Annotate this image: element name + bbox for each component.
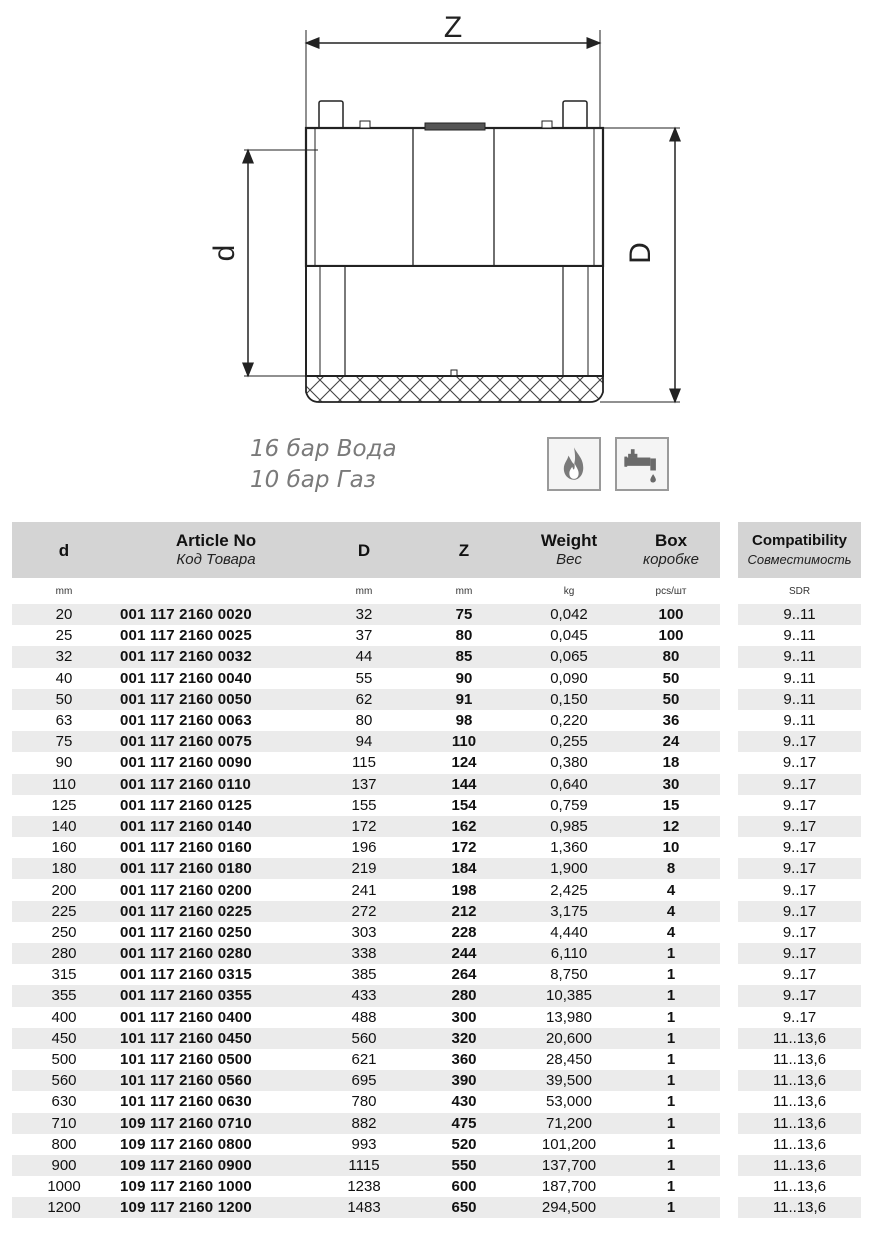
cell-article: 001 117 2160 0032: [116, 646, 316, 667]
cell-article: 001 117 2160 0225: [116, 901, 316, 922]
cell-sdr: 9..17: [782, 923, 817, 941]
flame-icon: [547, 437, 601, 491]
compat-row: [738, 1028, 861, 1049]
table-row: [12, 1176, 720, 1197]
cell-weight: 1,900: [516, 858, 622, 879]
cell-article: 001 117 2160 0125: [120, 796, 252, 814]
cell-sdr: 9..11: [738, 689, 861, 710]
cell-box: 1: [666, 1008, 676, 1026]
cell-weight: 20,600: [516, 1028, 622, 1049]
cell-D: 303: [351, 923, 377, 941]
cell-D: 172: [316, 816, 412, 837]
cell-sdr: 9..17: [738, 985, 861, 1006]
cell-weight: 71,200: [516, 1113, 622, 1134]
cell-sdr: 11..13,6: [772, 1093, 827, 1111]
cell-weight: 0,640: [516, 774, 622, 795]
header-weight: Weight Вес: [516, 522, 622, 578]
pressure-water-label: 16 бар Вода: [250, 436, 397, 462]
header-D: D: [316, 522, 412, 578]
table-row: [12, 1113, 720, 1134]
compat-row: [738, 752, 861, 773]
cell-D: 44: [316, 646, 412, 667]
cell-article: 001 117 2160 0180: [116, 858, 316, 879]
header-d: d: [12, 522, 116, 578]
cell-weight: 137,700: [516, 1155, 622, 1176]
cell-Z: 264: [451, 966, 477, 984]
unit-d: mm: [55, 585, 73, 597]
header-compat: Compatibility Совместимость: [738, 522, 861, 578]
cell-sdr: 9..17: [782, 754, 817, 772]
cell-weight: 0,065: [516, 646, 622, 667]
cell-weight: 0,090: [550, 669, 588, 687]
compat-row: [738, 922, 861, 943]
cell-Z: 144: [412, 774, 516, 795]
cell-weight: 187,700: [541, 1178, 597, 1196]
cell-weight: 0,759: [550, 796, 588, 814]
cell-D: 488: [351, 1008, 377, 1026]
cell-d: 32: [12, 646, 116, 667]
table-row: [12, 901, 720, 922]
cell-D: 621: [351, 1051, 377, 1069]
cell-Z: 90: [455, 669, 473, 687]
table-row: [12, 879, 720, 900]
table-row: [12, 837, 720, 858]
cell-D: 55: [355, 669, 373, 687]
cell-box: 1: [666, 1178, 676, 1196]
technical-drawing: [0, 0, 886, 430]
table-row: [12, 1155, 720, 1176]
cell-Z: 124: [451, 754, 477, 772]
cell-d: 63: [55, 712, 73, 730]
compat-row: [738, 816, 861, 837]
compat-row: [738, 1197, 861, 1218]
cell-box: 1: [622, 1155, 720, 1176]
cell-sdr: 9..17: [738, 858, 861, 879]
cell-box: 1: [622, 1113, 720, 1134]
cell-box: 100: [622, 604, 720, 625]
cell-D: 882: [316, 1113, 412, 1134]
cell-d: 20: [12, 604, 116, 625]
cell-D: 1115: [316, 1155, 412, 1176]
cell-D: 219: [316, 858, 412, 879]
compat-row: [738, 879, 861, 900]
cell-Z: 475: [412, 1113, 516, 1134]
cell-D: 1483: [316, 1197, 412, 1218]
compatibility-table: [738, 522, 861, 1218]
cell-article: 001 117 2160 0200: [120, 881, 252, 899]
cell-Z: 360: [451, 1051, 477, 1069]
cell-weight: 1,360: [550, 839, 588, 857]
cell-box: 30: [622, 774, 720, 795]
cell-D: 196: [351, 839, 377, 857]
cell-article: 001 117 2160 0063: [120, 712, 252, 730]
cell-D: 62: [316, 689, 412, 710]
cell-sdr: 11..13,6: [738, 1028, 861, 1049]
cell-Z: 172: [451, 839, 477, 857]
compat-row: [738, 646, 861, 667]
cell-d: 315: [51, 966, 77, 984]
table-row: [12, 604, 720, 625]
cell-box: 18: [662, 754, 680, 772]
cell-Z: 91: [412, 689, 516, 710]
cell-sdr: 9..17: [782, 1008, 817, 1026]
cell-weight: 53,000: [546, 1093, 592, 1111]
compat-row: [738, 1091, 861, 1112]
cell-weight: 0,985: [516, 816, 622, 837]
cell-article: 001 117 2160 0020: [116, 604, 316, 625]
cell-d: 75: [12, 731, 116, 752]
compat-row: [738, 985, 861, 1006]
cell-article: 101 117 2160 0450: [116, 1028, 316, 1049]
cell-article: 109 117 2160 1000: [120, 1178, 252, 1196]
table-row: [12, 816, 720, 837]
compat-row: [738, 1113, 861, 1134]
cell-weight: 0,150: [516, 689, 622, 710]
cell-weight: 2,425: [550, 881, 588, 899]
cell-box: 1: [666, 966, 676, 984]
compat-row: [738, 625, 861, 646]
table-row: [12, 943, 720, 964]
cell-Z: 75: [412, 604, 516, 625]
cell-d: 125: [51, 796, 77, 814]
cell-D: 338: [316, 943, 412, 964]
cell-Z: 80: [455, 627, 473, 645]
cell-D: 272: [316, 901, 412, 922]
cell-box: 10: [662, 839, 680, 857]
compat-row: [738, 1070, 861, 1091]
compat-row: [738, 901, 861, 922]
cell-weight: 13,980: [546, 1008, 592, 1026]
cell-box: 4: [666, 923, 676, 941]
compat-row: [738, 795, 861, 816]
cell-Z: 280: [412, 985, 516, 1006]
unit-weight: kg: [563, 585, 575, 597]
cell-box: 100: [658, 627, 684, 645]
unit-Z: mm: [455, 585, 473, 597]
table-row: [12, 1007, 720, 1028]
z-dimension-label: Z: [443, 11, 463, 44]
cell-Z: 430: [451, 1093, 477, 1111]
cell-d: 560: [12, 1070, 116, 1091]
cell-Z: 212: [412, 901, 516, 922]
cell-D: 94: [316, 731, 412, 752]
table-row: [12, 1028, 720, 1049]
cell-box: 80: [622, 646, 720, 667]
cell-d: 1000: [47, 1178, 81, 1196]
cell-d: 50: [12, 689, 116, 710]
cell-article: 001 117 2160 0400: [120, 1008, 252, 1026]
cell-sdr: 9..17: [738, 901, 861, 922]
table-row: [12, 774, 720, 795]
cell-article: 001 117 2160 0315: [120, 966, 252, 984]
unit-article: [116, 578, 316, 604]
cell-article: 001 117 2160 0025: [120, 627, 252, 645]
cell-sdr: 9..11: [783, 712, 816, 730]
d-dimension-label: d: [208, 244, 241, 262]
cell-D: 433: [316, 985, 412, 1006]
cell-Z: 85: [412, 646, 516, 667]
cell-d: 200: [51, 881, 77, 899]
compat-row: [738, 943, 861, 964]
compat-row: [738, 689, 861, 710]
cell-weight: 28,450: [546, 1051, 592, 1069]
cell-D: 80: [355, 712, 373, 730]
cell-article: 001 117 2160 0140: [116, 816, 316, 837]
cell-sdr: 9..11: [783, 627, 816, 645]
table-row: [12, 689, 720, 710]
table-row: [12, 752, 720, 773]
cell-article: 001 117 2160 0110: [116, 774, 316, 795]
cell-d: 250: [51, 923, 77, 941]
cell-D: 155: [351, 796, 377, 814]
cell-sdr: 9..11: [738, 604, 861, 625]
table-row: [12, 964, 720, 985]
cell-Z: 184: [412, 858, 516, 879]
compat-row: [738, 710, 861, 731]
table-row: [12, 1091, 720, 1112]
cell-weight: 0,045: [550, 627, 588, 645]
units-row-compat: [738, 578, 861, 604]
header-Z: Z: [412, 522, 516, 578]
compat-row: [738, 1176, 861, 1197]
unit-compat: SDR: [788, 585, 811, 597]
cell-Z: 110: [412, 731, 516, 752]
cell-article: 001 117 2160 0075: [116, 731, 316, 752]
cell-box: 15: [662, 796, 680, 814]
cell-D: 241: [351, 881, 377, 899]
cell-sdr: 9..17: [782, 966, 817, 984]
cell-box: 1: [666, 1051, 676, 1069]
table-row: [12, 1049, 720, 1070]
table-row: [12, 795, 720, 816]
table-row: [12, 731, 720, 752]
D-dimension-label: D: [624, 242, 657, 264]
cell-D: 385: [351, 966, 377, 984]
cell-box: 4: [666, 881, 676, 899]
unit-box: pcs/шт: [655, 585, 687, 597]
cell-weight: 8,750: [550, 966, 588, 984]
cell-box: 50: [622, 689, 720, 710]
table-row: [12, 668, 720, 689]
cell-d: 450: [12, 1028, 116, 1049]
cell-article: 001 117 2160 0090: [120, 754, 252, 772]
cell-weight: 0,220: [550, 712, 588, 730]
compat-row: [738, 858, 861, 879]
cell-article: 001 117 2160 0040: [120, 669, 252, 687]
units-row: [12, 578, 720, 604]
cell-weight: 39,500: [516, 1070, 622, 1091]
compat-row: [738, 1155, 861, 1176]
cell-sdr: 11..13,6: [738, 1113, 861, 1134]
cell-d: 40: [55, 669, 73, 687]
cell-article: 001 117 2160 0160: [120, 839, 252, 857]
cell-Z: 600: [451, 1178, 477, 1196]
cell-sdr: 9..17: [738, 943, 861, 964]
cell-Z: 550: [412, 1155, 516, 1176]
cell-sdr: 9..11: [783, 669, 816, 687]
unit-D: mm: [355, 585, 373, 597]
cell-article: 001 117 2160 0050: [116, 689, 316, 710]
cell-sdr: 9..17: [738, 816, 861, 837]
cell-weight: 0,380: [550, 754, 588, 772]
cell-box: 50: [662, 669, 680, 687]
cell-d: 140: [12, 816, 116, 837]
cell-box: 1: [622, 1197, 720, 1218]
cell-Z: 320: [412, 1028, 516, 1049]
cell-Z: 390: [412, 1070, 516, 1091]
compat-row: [738, 604, 861, 625]
cell-d: 280: [12, 943, 116, 964]
cell-sdr: 9..11: [738, 646, 861, 667]
cell-d: 90: [55, 754, 73, 772]
cell-weight: 0,042: [516, 604, 622, 625]
table-row: [12, 646, 720, 667]
cell-weight: 10,385: [516, 985, 622, 1006]
cell-d: 225: [12, 901, 116, 922]
cell-weight: 6,110: [516, 943, 622, 964]
cell-article: 001 117 2160 0355: [116, 985, 316, 1006]
table-row: [12, 858, 720, 879]
compat-row: [738, 668, 861, 689]
cell-article: 001 117 2160 0280: [116, 943, 316, 964]
cell-weight: 294,500: [516, 1197, 622, 1218]
cell-sdr: 11..13,6: [738, 1155, 861, 1176]
cell-weight: 4,440: [550, 923, 588, 941]
pressure-gas-label: 10 бар Газ: [250, 467, 376, 493]
cell-d: 800: [51, 1135, 77, 1153]
header-article: Article No Код Товара: [116, 522, 316, 578]
cell-weight: 3,175: [516, 901, 622, 922]
cell-sdr: 11..13,6: [772, 1178, 827, 1196]
cell-article: 109 117 2160 1200: [116, 1197, 316, 1218]
compat-row: [738, 964, 861, 985]
cell-box: 8: [622, 858, 720, 879]
cell-Z: 154: [451, 796, 477, 814]
cell-article: 101 117 2160 0500: [120, 1051, 252, 1069]
table-row: [12, 1070, 720, 1091]
cell-Z: 98: [455, 712, 473, 730]
cell-d: 710: [12, 1113, 116, 1134]
cell-Z: 650: [412, 1197, 516, 1218]
table-row: [12, 922, 720, 943]
cell-D: 560: [316, 1028, 412, 1049]
cell-box: 4: [622, 901, 720, 922]
compat-row: [738, 731, 861, 752]
compat-row: [738, 1134, 861, 1155]
cell-box: 1: [622, 1028, 720, 1049]
cell-Z: 244: [412, 943, 516, 964]
table-row: [12, 625, 720, 646]
compat-row: [738, 774, 861, 795]
cell-box: 36: [662, 712, 680, 730]
cell-D: 993: [351, 1135, 377, 1153]
cell-box: 1: [666, 1135, 676, 1153]
cell-article: 109 117 2160 0900: [116, 1155, 316, 1176]
compat-row: [738, 837, 861, 858]
cell-article: 109 117 2160 0800: [120, 1135, 252, 1153]
cell-Z: 198: [451, 881, 477, 899]
cell-article: 101 117 2160 0630: [120, 1093, 252, 1111]
cell-Z: 228: [451, 923, 477, 941]
compat-row: [738, 1007, 861, 1028]
cell-D: 780: [351, 1093, 377, 1111]
cell-sdr: 9..17: [782, 881, 817, 899]
cell-d: 400: [51, 1008, 77, 1026]
cell-article: 001 117 2160 0250: [120, 923, 252, 941]
cell-article: 101 117 2160 0560: [116, 1070, 316, 1091]
cell-sdr: 9..17: [738, 774, 861, 795]
cell-sdr: 9..17: [782, 839, 817, 857]
cell-d: 25: [55, 627, 73, 645]
cell-D: 37: [355, 627, 373, 645]
table-row: [12, 710, 720, 731]
cell-box: 1: [666, 1093, 676, 1111]
cell-d: 1200: [12, 1197, 116, 1218]
table-row: [12, 1134, 720, 1155]
cell-box: 1: [622, 943, 720, 964]
cell-d: 355: [12, 985, 116, 1006]
cell-D: 1238: [347, 1178, 381, 1196]
cell-box: 1: [622, 1070, 720, 1091]
cell-weight: 0,255: [516, 731, 622, 752]
cell-sdr: 11..13,6: [738, 1070, 861, 1091]
cell-article: 109 117 2160 0710: [116, 1113, 316, 1134]
cell-sdr: 9..17: [782, 796, 817, 814]
table-row: [12, 1197, 720, 1218]
water-tap-icon: [615, 437, 669, 491]
cell-sdr: 11..13,6: [772, 1135, 827, 1153]
cell-Z: 300: [451, 1008, 477, 1026]
cell-D: 115: [352, 754, 376, 772]
cell-Z: 520: [451, 1135, 477, 1153]
cell-Z: 162: [412, 816, 516, 837]
cell-d: 160: [51, 839, 77, 857]
cell-d: 900: [12, 1155, 116, 1176]
compat-row: [738, 1049, 861, 1070]
cell-box: 24: [622, 731, 720, 752]
header-box: Box коробке: [622, 522, 720, 578]
cell-d: 110: [12, 774, 116, 795]
cell-box: 1: [622, 985, 720, 1006]
cell-D: 695: [316, 1070, 412, 1091]
cell-sdr: 11..13,6: [738, 1197, 861, 1218]
cell-weight: 101,200: [541, 1135, 597, 1153]
product-table: [12, 522, 720, 1218]
cell-d: 500: [51, 1051, 77, 1069]
cell-box: 12: [622, 816, 720, 837]
cell-D: 32: [316, 604, 412, 625]
cell-d: 630: [51, 1093, 77, 1111]
cell-D: 137: [316, 774, 412, 795]
table-row: [12, 985, 720, 1006]
cell-sdr: 9..17: [738, 731, 861, 752]
cell-d: 180: [12, 858, 116, 879]
cell-sdr: 11..13,6: [772, 1051, 827, 1069]
